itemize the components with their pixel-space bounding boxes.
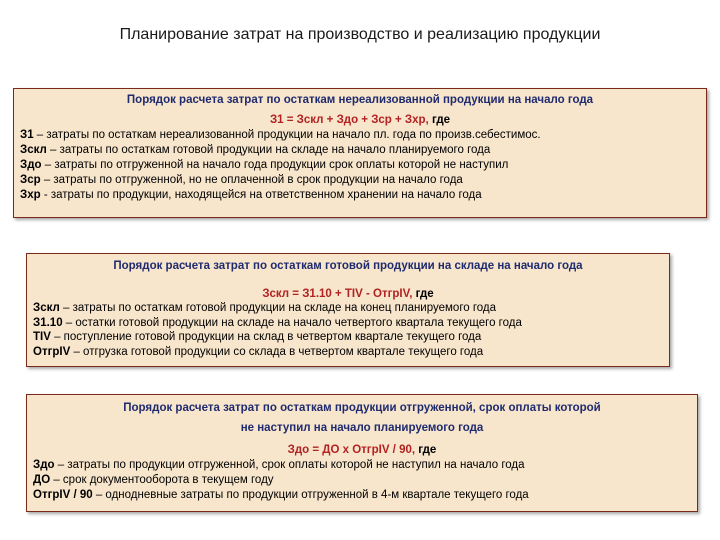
formula-text: З1 = Зскл + Здо + Зср + Зхр, — [269, 114, 429, 126]
definition-line — [20, 158, 706, 173]
formula — [27, 287, 669, 301]
definition-text: – остатки готовой продукции на складе на начало четвертого квартала текущего года — [62, 316, 522, 329]
formula-where: где — [431, 114, 451, 126]
definition-term: Здо — [33, 459, 55, 471]
formula-where: где — [415, 288, 434, 300]
definition-term: ТIV — [33, 331, 51, 343]
box-header: Порядок расчета затрат по остаткам нереализованной продукции на начало года — [126, 94, 594, 106]
box-header-line-2: не наступил на начало планируемого года — [240, 422, 484, 434]
formula — [14, 113, 706, 127]
definition-text: – затраты по остаткам готовой продукции на складе на конец планируемого года — [59, 302, 497, 314]
definition-line — [33, 330, 669, 345]
definitions-list — [33, 458, 697, 503]
definition-text: – отгрузка готовой продукции со склада в четвертом квартале текущего года — [70, 345, 484, 358]
definition-text: – затраты по остаткам нереализованной продукции на начало пл. года по произв.себестимос. — [33, 129, 541, 141]
definition-term: Здо — [20, 159, 42, 171]
definition-term: ОтгрIV — [33, 345, 71, 358]
definition-line — [33, 316, 669, 331]
definition-text: – однодневные затраты по продукции отгруженной в 4-м квартале текущего года — [92, 489, 529, 501]
shipped-products-costs-box — [26, 394, 698, 512]
definition-text: – срок документооборота в текущем году — [50, 474, 274, 486]
definition-line — [33, 473, 697, 488]
definition-term: З1 — [20, 129, 34, 141]
definition-line — [20, 128, 706, 143]
definition-term: З1.10 — [33, 316, 63, 329]
box-header-line-1: Порядок расчета затрат по остаткам продукции отгруженной, срок оплаты которой — [123, 402, 601, 414]
definition-line — [33, 345, 669, 360]
definition-term: ОтгрIV / 90 — [33, 489, 93, 501]
formula-text: Здо = ДО х ОтгрIV / 90, — [287, 444, 416, 456]
formula-where: где — [418, 444, 437, 456]
definition-text: – поступление готовой продукции на склад в четвертом квартале текущего года — [50, 331, 482, 343]
definition-term: ДО — [33, 474, 51, 486]
definitions-list — [33, 301, 669, 359]
unsold-products-costs-box — [13, 88, 707, 218]
definition-text: – затраты по отгруженной, но не оплаченной в срок продукции на начало года — [40, 174, 463, 186]
definition-line — [33, 301, 669, 316]
definition-text: – затраты по продукции отгруженной, срок оплаты которой не наступил на начало года — [54, 459, 525, 471]
definition-term: Зскл — [33, 302, 60, 314]
definition-line — [33, 488, 697, 503]
definition-term: Зскл — [20, 144, 47, 156]
definition-term: Зср — [20, 174, 41, 186]
definition-text: - затраты по продукции, находящейся на ответственном хранении на начало года — [40, 189, 482, 201]
definition-line — [33, 458, 697, 473]
formula-text: Зскл = З1.10 + ТIV - ОтгрIV, — [262, 288, 413, 300]
definition-text: – затраты по отгруженной на начало года продукции срок оплаты которой не наступил — [41, 159, 509, 171]
definition-line — [20, 188, 706, 203]
warehouse-stock-costs-box — [26, 253, 670, 367]
definition-line — [20, 173, 706, 188]
page-title: Планирование затрат на производство и реализацию продукции — [119, 26, 601, 43]
formula — [27, 443, 697, 457]
definition-term: Зхр — [20, 189, 41, 201]
definition-text: – затраты по остаткам готовой продукции на складе на начало планируемого года — [46, 144, 491, 156]
definitions-list — [20, 128, 706, 203]
definition-line — [20, 143, 706, 158]
box-header: Порядок расчета затрат по остаткам готовой продукции на складе на начало года — [113, 260, 583, 272]
